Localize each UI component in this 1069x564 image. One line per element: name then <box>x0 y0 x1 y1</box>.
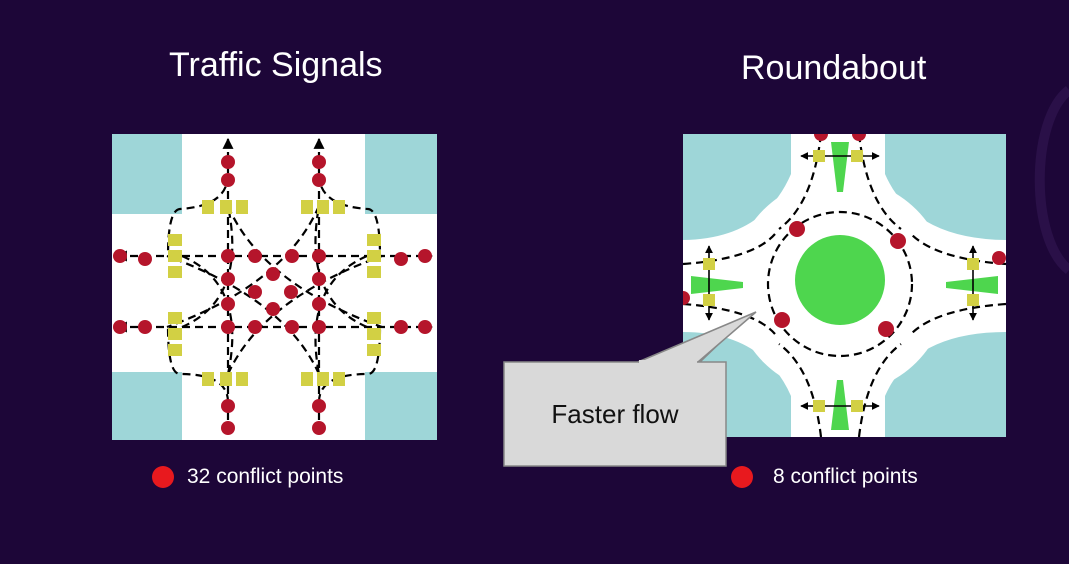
traffic-signals-diagram <box>112 134 437 440</box>
legend-traffic-signals <box>152 465 343 489</box>
grass-corner-sw <box>112 372 182 440</box>
callout-text: Faster flow <box>551 398 679 429</box>
traffic-signals-title: Traffic Signals <box>169 46 383 84</box>
roundabout-title: Roundabout <box>741 49 927 87</box>
conflict-point-icon <box>152 466 174 488</box>
legend-text: 32 conflict points <box>187 465 344 488</box>
grass-corner-ne <box>365 134 437 214</box>
central-island <box>795 235 885 325</box>
grass-corner-se <box>365 372 437 440</box>
decorative-arc <box>1020 80 1069 280</box>
grass-corner-nw <box>112 134 182 214</box>
legend-text: 8 conflict points <box>773 465 918 488</box>
